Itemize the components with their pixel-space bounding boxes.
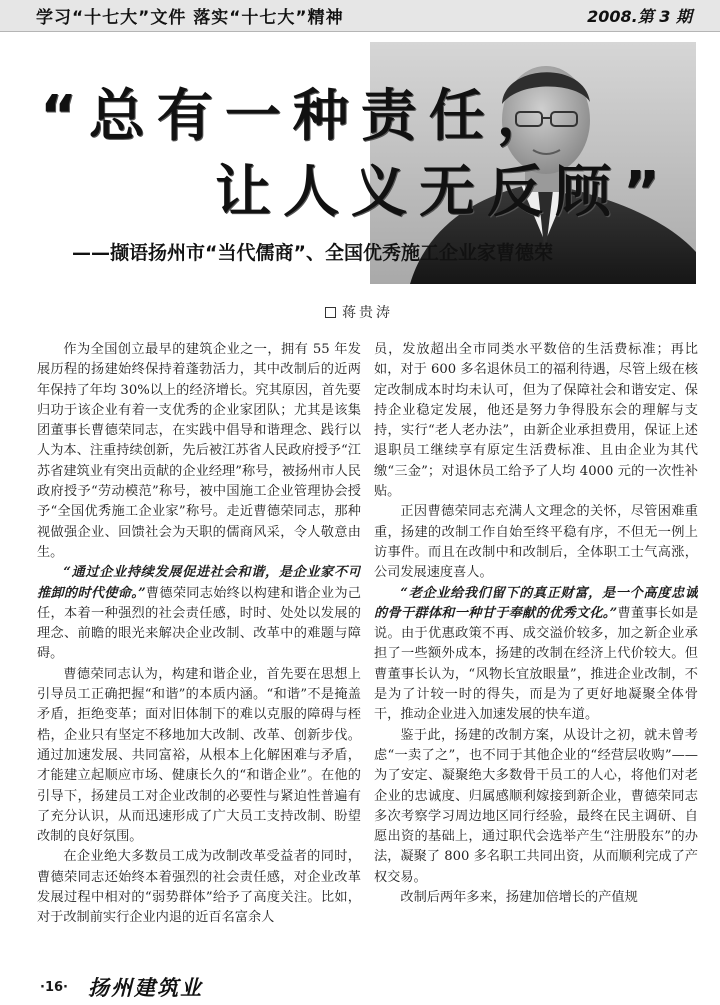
headline-line-2: 让人义无反顾” — [215, 160, 672, 225]
paragraph: “通过企业持续发展促进社会和谐，是企业家不可推卸的时代使命。”曹德荣同志始终以构建和谐企业为己任，本着一种强烈的社会责任感，时时、处处以发展的理念、前瞻的眼光来解决企业改制、改革中的难题与障碍。 — [37, 565, 361, 662]
emphasis-quote: “老企业给我们留下的真正财富，是一个高度忠诚的骨干群体和一种甘于奉献的优秀文化。” — [374, 585, 698, 621]
paragraph: 鉴于此，扬建的改制方案，从设计之初，就未曾考虑“一卖了之”，也不同于其他企业的“经营层收购”——为了安定、凝聚绝大多数骨干员工的人心，将他们对老企业的忠诚度、归属感顺利嫁接到新企业，曹德荣同志多次考察学习周边地区同行经验，最终在民主调研、自愿出资的基础上，通过职代会选举产生“注册股东”的办法，凝聚了 800 多名职工共同出资，从而顺利完成了产权交易。 — [374, 727, 698, 885]
page-number: ·16· — [40, 980, 68, 995]
byline — [325, 302, 393, 322]
paragraph: 正因曹德荣同志充满人文理念的关怀，尽管困难重重，扬建的改制工作自始至终平稳有序，不但无一例上访事件。而且在改制中和改制后，全体职工士气高涨，公司发展速度喜人。 — [374, 504, 698, 581]
magazine-logo: 扬州建筑业 — [88, 975, 203, 1000]
running-header — [0, 0, 720, 32]
author-name: 蒋贵涛 — [342, 305, 393, 321]
paragraph: 曹德荣同志认为，构建和谐企业，首先要在思想上引导员工正确把握“和谐”的本质内涵。“和谐”不是掩盖矛盾，拒绝变革；面对旧体制下的难以克服的障碍与桎梏，企业只有坚定不移地加大改制、改革、创新步伐。通过加速发展、共同富裕，从根本上化解困难与矛盾，才能建立起顺应市场、健康长久的“和谐企业”。在他的引导下，扬建员工对企业改制的必要性与紧迫性普遍有了充分认识，从而迅速形成了广大员工支持改制、盼望改制的良好氛围。 — [37, 666, 361, 845]
paragraph: 改制后两年多来，扬建加倍增长的产值规 — [400, 890, 638, 906]
right-column — [374, 340, 698, 958]
paragraph: 在企业绝大多数员工成为改制改革受益者的同时，曹德荣同志还始终本着强烈的社会责任感，对企业改革发展过程中相对的“弱势群体”给予了高度关注。比如，对于改制前实行企业内退的近百名富余人 — [37, 849, 361, 926]
emphasis-quote: “通过企业持续发展促进社会和谐，是企业家不可推卸的时代使命。” — [37, 565, 361, 601]
paragraph: 作为全国创立最早的建筑企业之一，拥有 55 年发展历程的扬建始终保持着蓬勃活力，其中改制后的近两年保持了年均 30%以上的经济增长。究其原因，首先要归功于该企业有着一支优秀的企业家团队；尤其是该集团董事长曹德荣同志，在实践中倡导和谐理念、践行以人为本、注重持续创新，先后被江苏省人民政府授予“江苏省建筑业有突出贡献的企业经理”称号，被扬州市人民政府授予“劳动模范”称号，被中国施工企业管理协会授予“全国优秀施工企业家”称号。走近曹德荣同志，那种视做强企业、回馈社会为天职的儒商风采，令人敬意由生。 — [37, 342, 361, 560]
article-subtitle: ——撷语扬州市“当代儒商”、全国优秀施工企业家曹德荣 — [72, 242, 553, 264]
paragraph: “老企业给我们留下的真正财富，是一个高度忠诚的骨干群体和一种甘于奉献的优秀文化。”曹董事长如是说。由于优惠政策不再、成交溢价较多，加之新企业承担了一些额外成本，扬建的改制在经济上代价较大。但曹董事长认为，“风物长宜放眼量”，推进企业改制，不是为了计较一时的得失，而是为了更好地凝聚全体骨干，推动企业进入加速发展的快车道。 — [374, 585, 698, 723]
paragraph-continued: 员，发放超出全市同类水平数倍的生活费标准；再比如，对于 600 多名退休员工的福利待遇，尽管上级在核定改制成本时均未认可，但为了保障社会和谐安定、保持企业稳定发展，他还是努力争得股东会的理解与支持，实行“老人老办法”，由新企业承担费用，保证上述退职员工继续享有原定生活费标准、且由企业为其代缴“三金”；对退休员工给予了人均 4000 元的一次性补贴。 — [374, 342, 698, 500]
headline-line-1: “总有一种责任， — [40, 84, 565, 149]
left-column — [37, 340, 361, 958]
issue-number: 2008.第 3 期 — [587, 7, 692, 26]
square-bullet-icon — [325, 307, 336, 318]
header-slogan: 学习“十七大”文件 落实“十七大”精神 — [36, 8, 344, 28]
